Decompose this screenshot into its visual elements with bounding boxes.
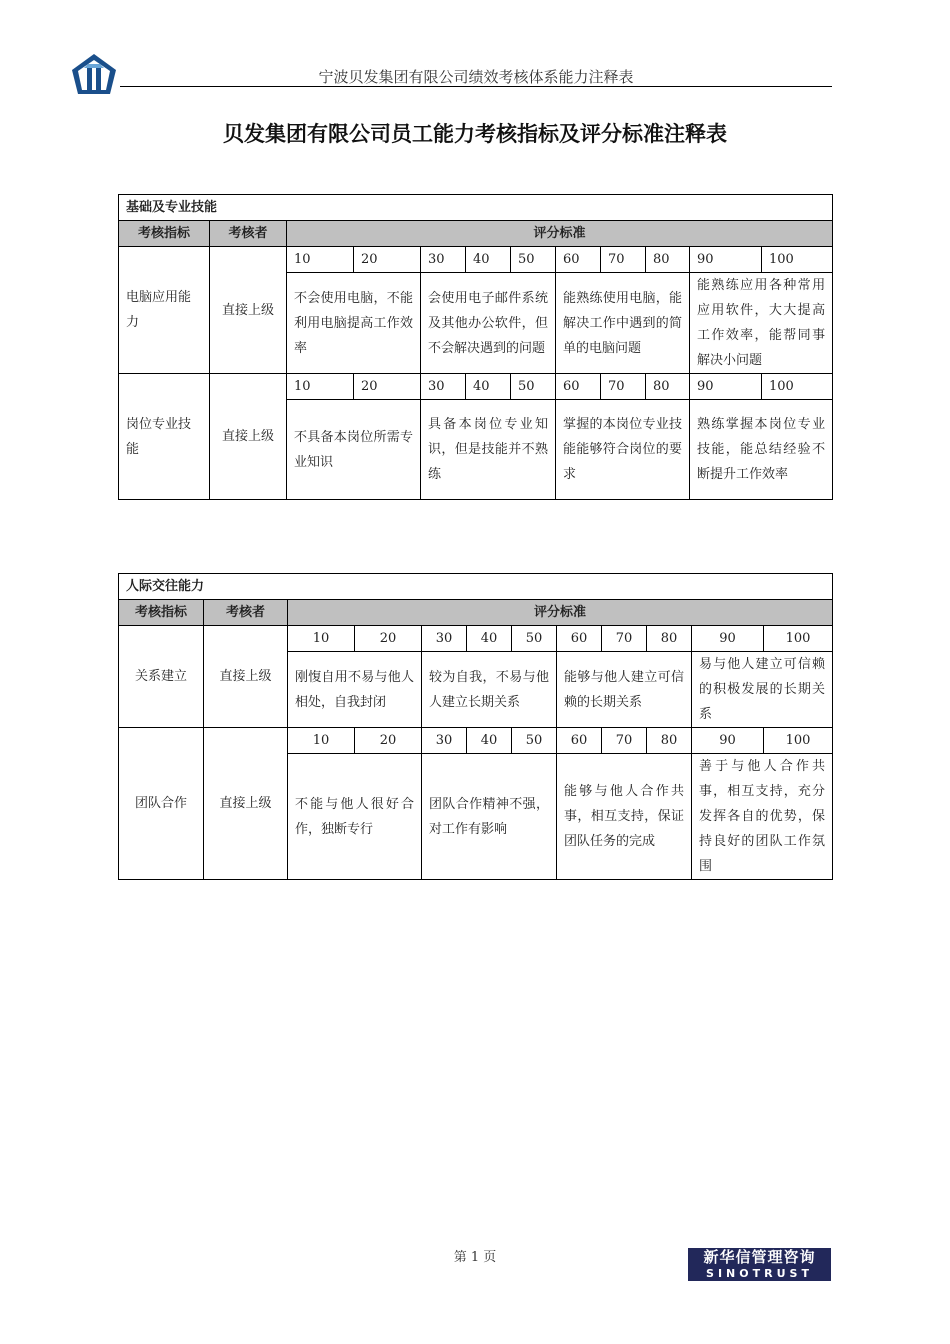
description-cell: 不能与他人很好合作，独断专行 [288,754,422,880]
score-cell: 10 [287,247,354,273]
assessor-cell: 直接上级 [204,728,288,880]
score-cell: 90 [690,247,762,273]
indicator-cell: 电脑应用能力 [119,247,210,374]
brand-logo [688,1248,831,1281]
indicator-cell: 关系建立 [119,626,204,728]
score-cell: 80 [646,374,690,400]
score-cell: 40 [467,728,512,754]
description-cell: 团队合作精神不强，对工作有影响 [422,754,557,880]
assessor-cell: 直接上级 [210,374,287,500]
column-header-indicator: 考核指标 [119,600,204,626]
score-cell: 10 [287,374,354,400]
description-cell: 会使用电子邮件系统及其他办公软件，但不会解决遇到的问题 [421,273,556,374]
score-cell: 60 [557,626,602,652]
score-cell: 50 [512,626,557,652]
assessor-cell: 直接上级 [204,626,288,728]
score-cell: 90 [690,374,762,400]
score-cell: 30 [422,728,467,754]
document-title: 贝发集团有限公司员工能力考核指标及评分标准注释表 [223,122,727,146]
score-cell: 10 [288,728,355,754]
description-cell: 能熟练使用电脑，能解决工作中遇到的简单的电脑问题 [556,273,690,374]
description-cell: 具备本岗位专业知识，但是技能并不熟练 [421,400,556,500]
page-number: 第 1 页 [453,1250,497,1265]
score-cell: 60 [556,374,601,400]
score-cell: 40 [466,374,511,400]
score-cell: 70 [601,374,646,400]
score-cell: 60 [557,728,602,754]
header-divider [120,86,832,87]
score-cell: 50 [511,247,556,273]
score-cell: 20 [354,374,421,400]
score-cell: 80 [646,247,690,273]
score-cell: 40 [466,247,511,273]
description-cell: 刚愎自用不易与他人相处，自我封闭 [288,652,422,728]
score-cell: 80 [647,626,692,652]
score-cell: 20 [355,728,422,754]
company-logo-icon [70,52,118,98]
header-title: 宁波贝发集团有限公司绩效考核体系能力注释表 [318,68,634,86]
score-cell: 40 [467,626,512,652]
score-cell: 60 [556,247,601,273]
score-cell: 70 [601,247,646,273]
description-cell: 能熟练应用各种常用应用软件，大大提高工作效率，能帮同事解决小问题 [690,273,833,374]
description-cell: 善于与他人合作共事，相互支持，充分发挥各自的优势，保持良好的团队工作氛围 [692,754,833,880]
score-cell: 100 [764,728,833,754]
description-cell: 能够与他人合作共事，相互支持，保证团队任务的完成 [557,754,692,880]
score-cell: 90 [692,728,764,754]
column-header-assessor: 考核者 [210,221,287,247]
description-cell: 易与他人建立可信赖的积极发展的长期关系 [692,652,833,728]
score-cell: 90 [692,626,764,652]
column-header-assessor: 考核者 [204,600,288,626]
score-cell: 50 [511,374,556,400]
skills-table [118,194,833,500]
score-cell: 70 [602,728,647,754]
indicator-cell: 团队合作 [119,728,204,880]
score-cell: 10 [288,626,355,652]
score-cell: 30 [422,626,467,652]
score-cell: 100 [762,374,833,400]
section-title: 基础及专业技能 [119,195,833,221]
description-cell: 能够与他人建立可信赖的长期关系 [557,652,692,728]
interpersonal-table [118,573,833,880]
score-cell: 30 [421,247,466,273]
description-cell: 不具备本岗位所需专业知识 [287,400,421,500]
assessor-cell: 直接上级 [210,247,287,374]
description-cell: 掌握的本岗位专业技能能够符合岗位的要求 [556,400,690,500]
score-cell: 100 [764,626,833,652]
indicator-cell: 岗位专业技能 [119,374,210,500]
score-cell: 20 [355,626,422,652]
score-cell: 30 [421,374,466,400]
column-header-criteria: 评分标准 [287,221,833,247]
brand-name-cn: 新华信管理咨询 [703,1248,816,1266]
column-header-indicator: 考核指标 [119,221,210,247]
column-header-criteria: 评分标准 [288,600,833,626]
score-cell: 80 [647,728,692,754]
description-cell: 熟练掌握本岗位专业技能，能总结经验不断提升工作效率 [690,400,833,500]
score-cell: 70 [602,626,647,652]
section-title: 人际交往能力 [119,574,833,600]
score-cell: 20 [354,247,421,273]
description-cell: 不会使用电脑，不能利用电脑提高工作效率 [287,273,421,374]
score-cell: 50 [512,728,557,754]
brand-name-en: SINOTRUST [706,1267,813,1280]
description-cell: 较为自我，不易与他人建立长期关系 [422,652,557,728]
score-cell: 100 [762,247,833,273]
